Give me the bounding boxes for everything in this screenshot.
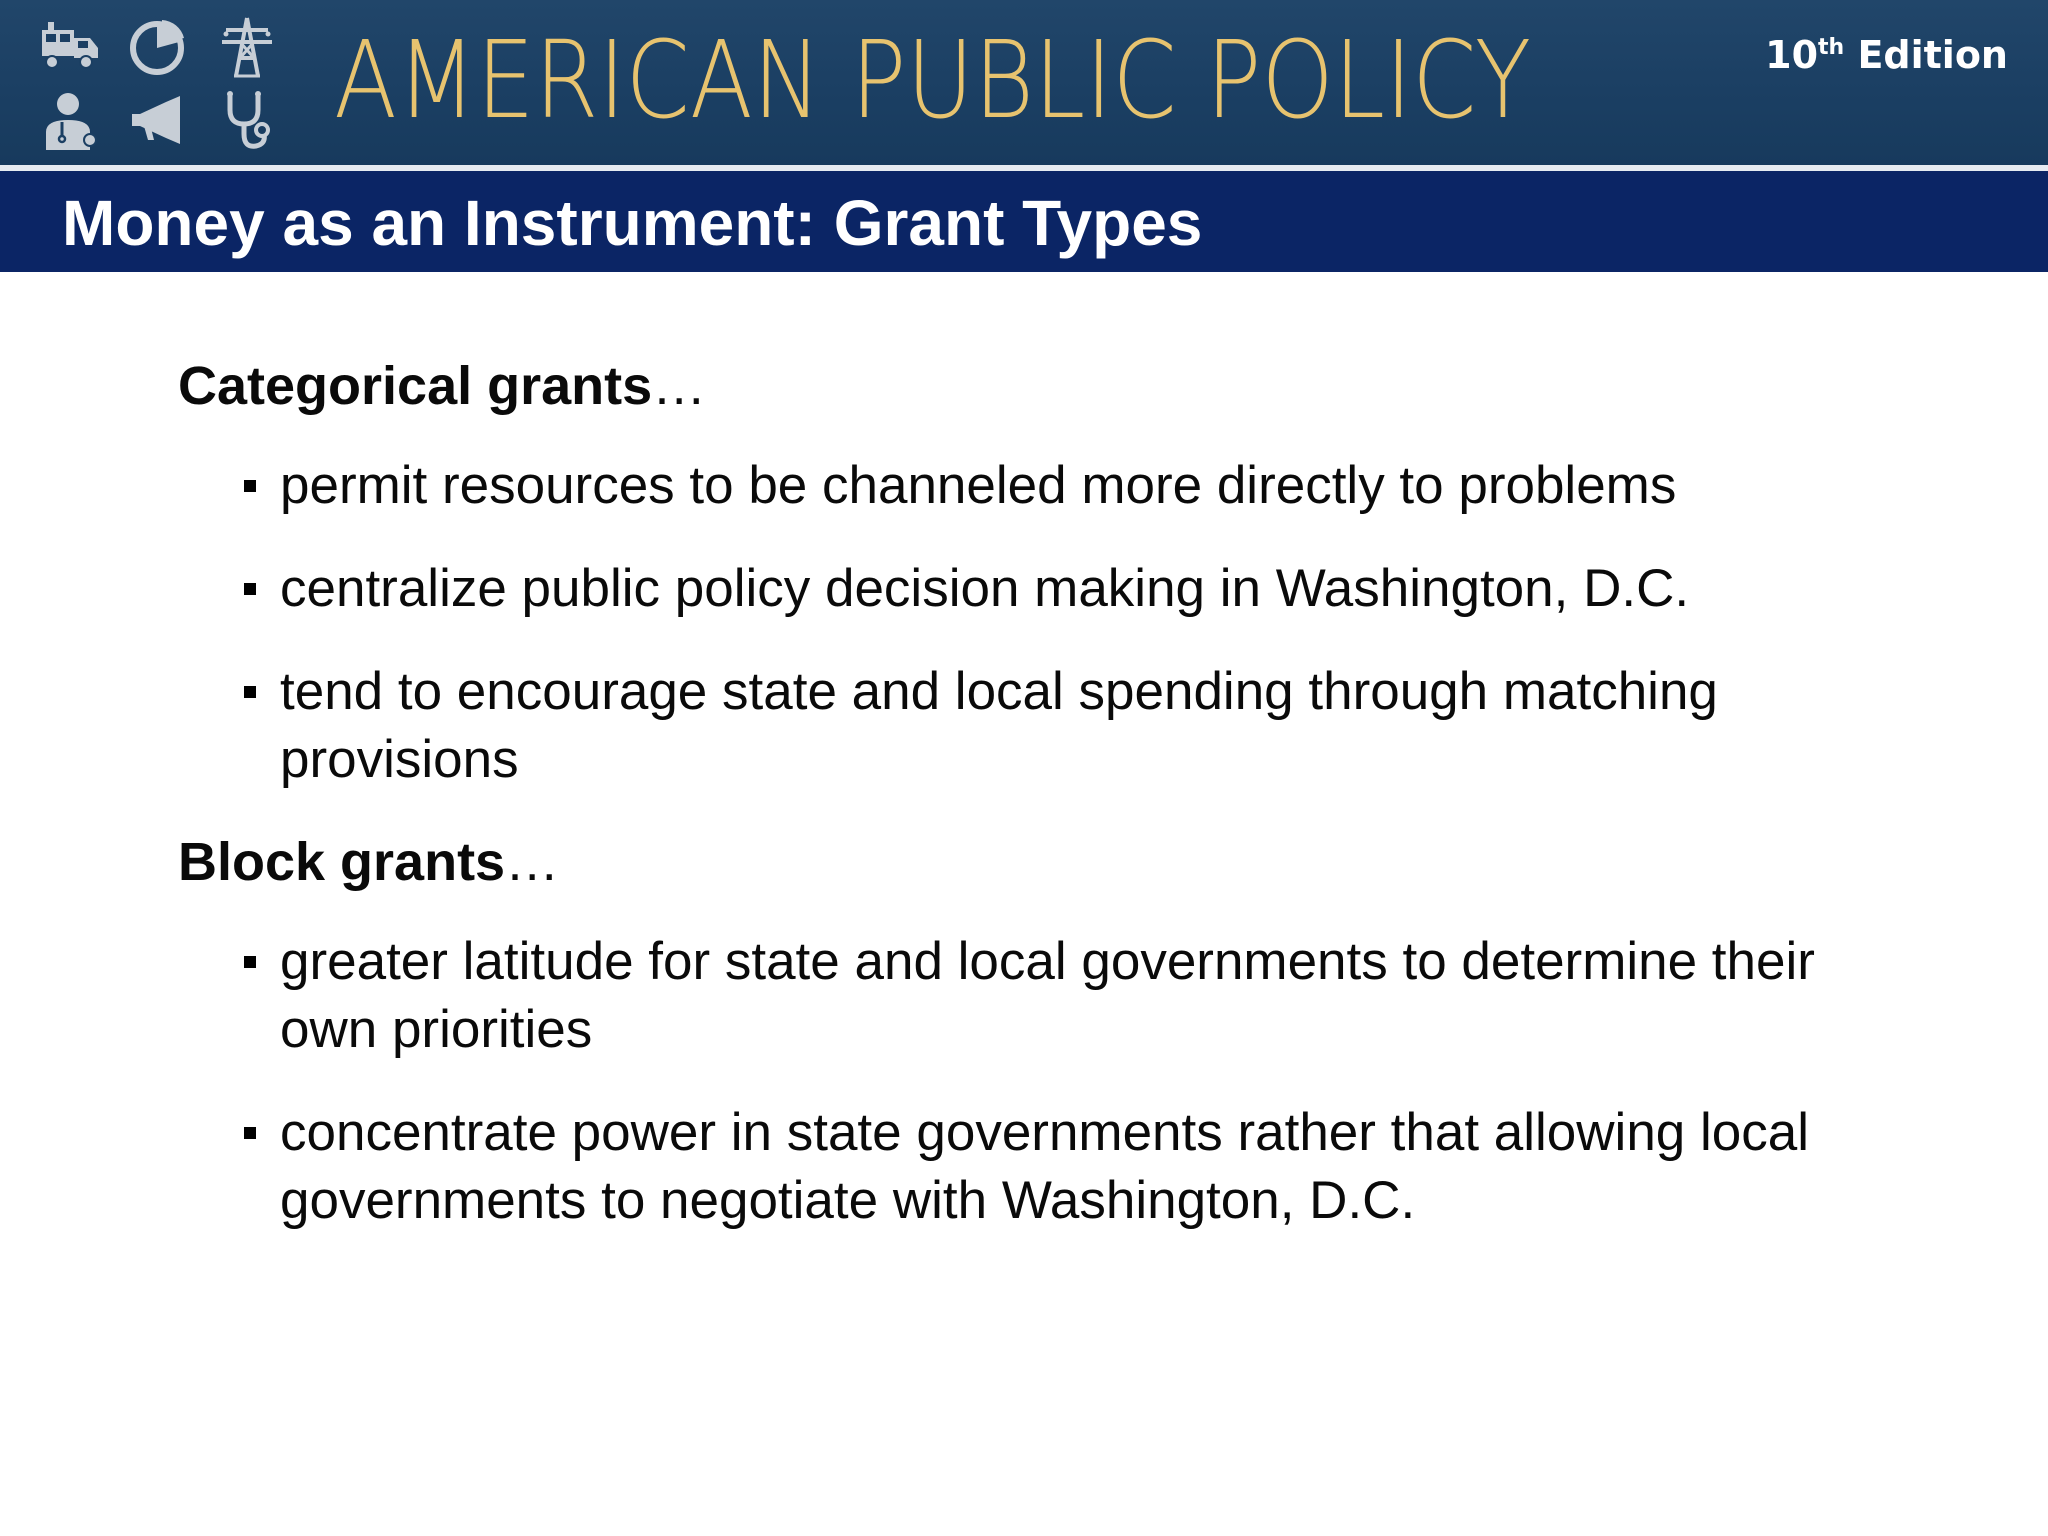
truck-icon <box>38 14 104 80</box>
edition-label: Edition <box>1857 33 2008 77</box>
bullet-item: centralize public policy decision making in Washington, D.C. <box>280 555 1898 623</box>
edition-suffix: th <box>1818 35 1845 60</box>
bullet-list-categorical <box>178 452 1898 794</box>
pie-chart-icon <box>126 14 192 80</box>
section-heading-categorical <box>178 352 1898 420</box>
section-heading-text: Categorical grants <box>178 356 653 416</box>
slide-title: Money as an Instrument: Grant Types <box>62 187 1203 259</box>
bullet-item: greater latitude for state and local governments to determine their own priorities <box>280 928 1840 1064</box>
header-banner <box>0 0 2048 165</box>
section-heading-block <box>178 828 1898 896</box>
book-title: AMERICAN PUBLIC POLICY <box>334 19 1532 143</box>
bullet-item: tend to encourage state and local spending through matching provisions <box>280 658 1840 794</box>
bullet-item: concentrate power in state governments rather that allowing local governments to negotiate with Washington, D.C. <box>280 1099 1840 1235</box>
doctor-icon <box>38 88 104 154</box>
stethoscope-icon <box>214 88 280 154</box>
bullet-list-block <box>178 928 1898 1235</box>
megaphone-icon <box>126 88 192 154</box>
edition-number: 10 <box>1765 33 1819 77</box>
bullet-item: permit resources to be channeled more directly to problems <box>280 452 1898 520</box>
section-heading-ellipsis: … <box>652 356 707 416</box>
section-heading-ellipsis: … <box>505 832 560 892</box>
edition-badge <box>1765 32 2008 78</box>
title-bar <box>0 171 2048 272</box>
policy-icon-grid <box>38 14 288 154</box>
power-tower-icon <box>214 14 280 80</box>
section-heading-text: Block grants <box>178 832 506 892</box>
slide-content <box>178 352 1898 1270</box>
